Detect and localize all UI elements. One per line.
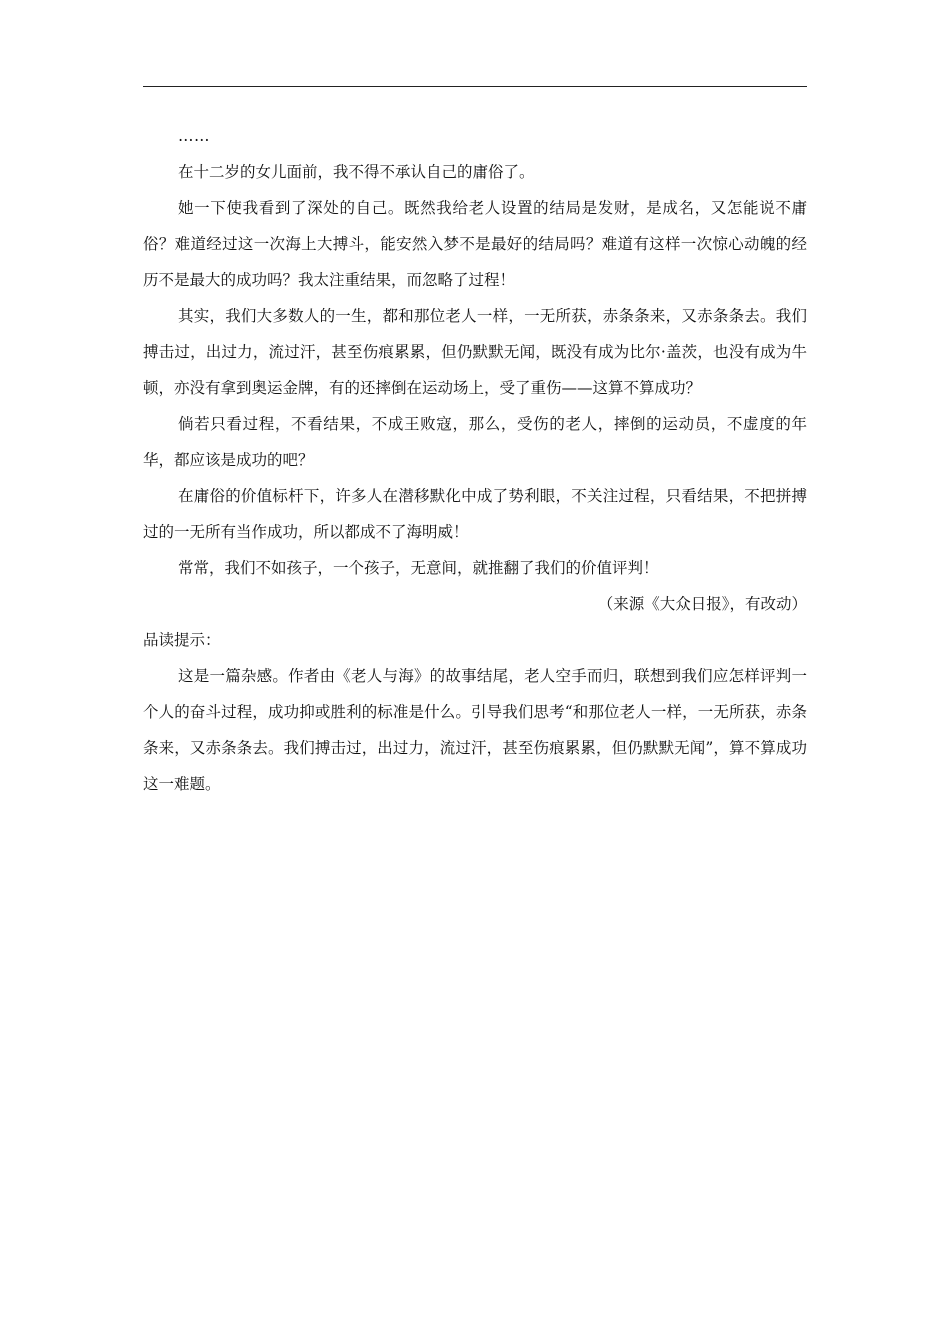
paragraph: 倘若只看过程，不看结果，不成王败寇，那么，受伤的老人，摔倒的运动员，不虚度的年华，都应该是成功的吧？ xyxy=(143,415,807,469)
header-rule xyxy=(143,86,807,87)
tips-label: 品读提示： xyxy=(143,631,221,649)
paragraph: 在十二岁的女儿面前，我不得不承认自己的庸俗了。 xyxy=(178,163,535,181)
paragraph: 她一下使我看到了深处的自己。既然我给老人设置的结局是发财，是成名，又怎能说不庸俗？难道经过这一次海上大搏斗，能安然入梦不是最好的结局吗？难道有这样一次惊心动魄的经历不是最大的成功吗？我太注重结果，而忽略了过程！ xyxy=(143,199,807,289)
ellipsis-line: …… xyxy=(178,127,210,145)
paragraph: 其实，我们大多数人的一生，都和那位老人一样，一无所获，赤条条来，又赤条条去。我们搏击过，出过力，流过汗，甚至伤痕累累，但仍默默无闻，既没有成为比尔·盖茨，也没有成为牛顿，亦没有拿到奥运金牌，有的还摔倒在运动场上，受了重伤——这算不算成功？ xyxy=(143,307,807,397)
source-citation: （来源《大众日报》，有改动） xyxy=(597,595,807,613)
paragraph: 常常，我们不如孩子，一个孩子，无意间，就推翻了我们的价值评判！ xyxy=(178,559,659,577)
tips-text: 这是一篇杂感。作者由《老人与海》的故事结尾，老人空手而归，联想到我们应怎样评判一个人的奋斗过程，成功抑或胜利的标准是什么。引导我们思考“和那位老人一样，一无所获，赤条条来，又赤条条去。我们搏击过，出过力，流过汗，甚至伤痕累累，但仍默默无闻”，算不算成功这一难题。 xyxy=(143,667,807,793)
paragraph: 在庸俗的价值标杆下，许多人在潜移默化中成了势利眼，不关注过程，只看结果，不把拼搏过的一无所有当作成功，所以都成不了海明威！ xyxy=(143,487,807,541)
document-body xyxy=(143,118,807,802)
